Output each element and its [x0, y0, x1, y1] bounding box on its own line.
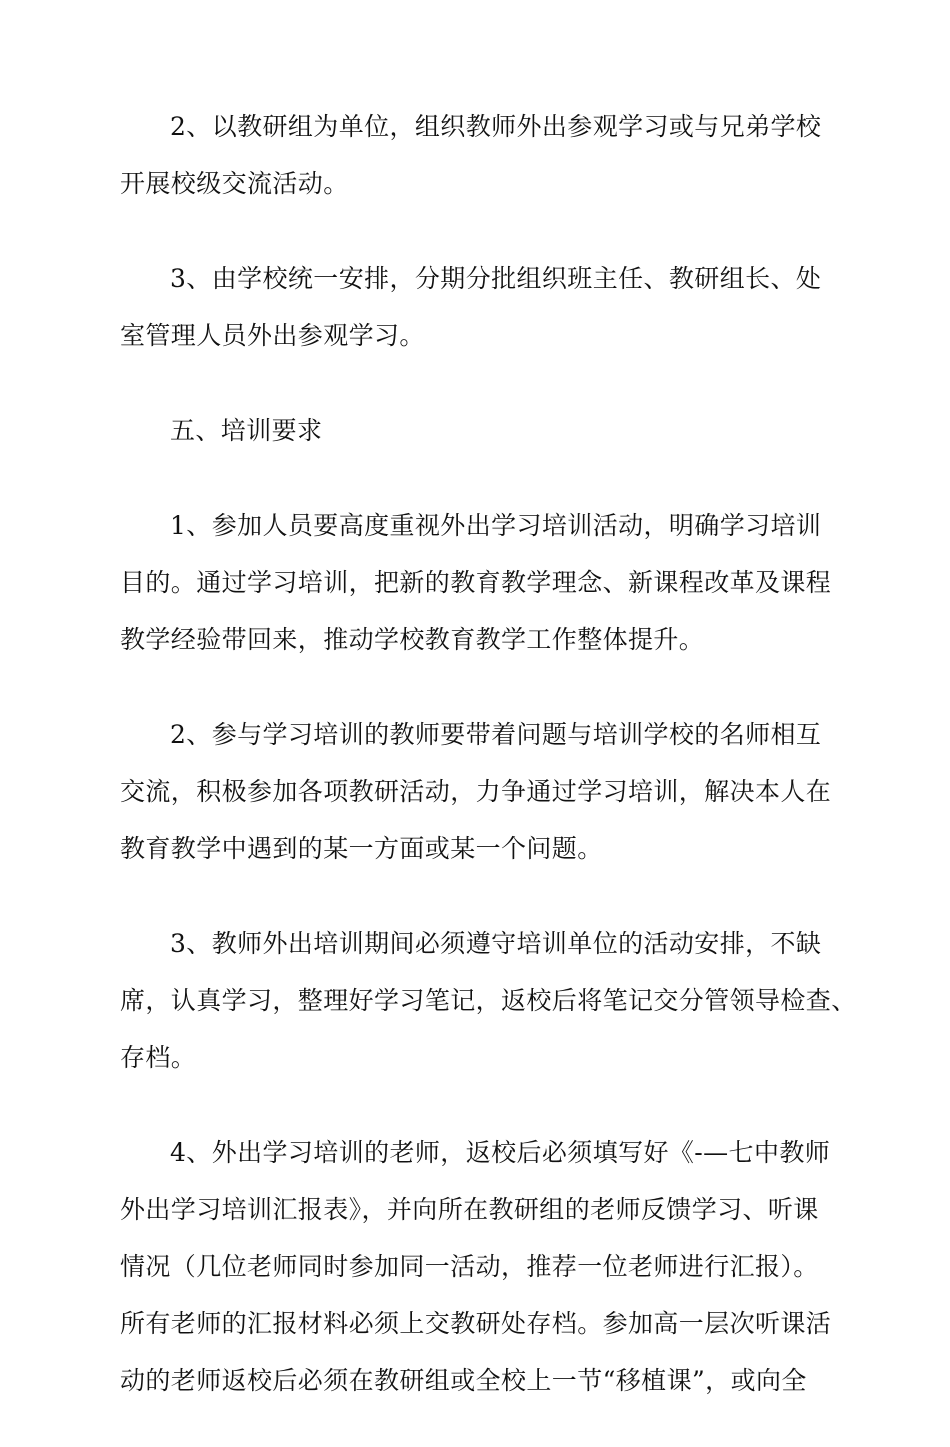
text-line: 室管理人员外出参观学习。 [120, 321, 425, 350]
text-line: 教育教学中遇到的某一方面或某一个问题。 [120, 834, 603, 863]
text-line: 2、以教研组为单位，组织教师外出参观学习或与兄弟学校 [170, 112, 822, 141]
text-line: 目的。通过学习培训，把新的教育教学理念、新课程改革及课程 [120, 568, 832, 597]
text-line: 情况（几位老师同时参加同一活动，推荐一位老师进行汇报）。 [120, 1252, 819, 1281]
text-line: 2、参与学习培训的教师要带着问题与培训学校的名师相互 [170, 720, 822, 749]
text-line: 教学经验带回来，推动学校教育教学工作整体提升。 [120, 625, 705, 654]
text-line: 3、由学校统一安排，分期分批组织班主任、教研组长、处 [170, 264, 822, 293]
paragraph-requirement-4 [120, 1124, 832, 1409]
text-line: 席，认真学习，整理好学习笔记，返校后将笔记交分管领导检查、 [120, 986, 857, 1015]
text-line: 交流，积极参加各项教研活动，力争通过学习培训，解决本人在 [120, 777, 832, 806]
text-line: 动的老师返校后必须在教研组或全校上一节“移植课”，或向全 [120, 1366, 807, 1395]
document-body [120, 98, 857, 1447]
text-line: 开展校级交流活动。 [120, 169, 349, 198]
paragraph-requirement-3 [120, 915, 857, 1086]
text-line: 1、参加人员要高度重视外出学习培训活动，明确学习培训 [170, 511, 822, 540]
text-line: 所有老师的汇报材料必须上交教研处存档。参加高一层次听课活 [120, 1309, 832, 1338]
text-line: 3、教师外出培训期间必须遵守培训单位的活动安排，不缺 [170, 929, 822, 958]
heading-text: 五、培训要求 [170, 416, 323, 445]
text-line: 外出学习培训汇报表》，并向所在教研组的老师反馈学习、听课 [120, 1195, 819, 1224]
paragraph-requirement-1 [120, 497, 832, 668]
text-line: 存档。 [120, 1043, 197, 1072]
section-heading-training-requirements [120, 402, 832, 459]
paragraph-requirement-2 [120, 706, 832, 877]
paragraph-item-3-school-arrangement [120, 250, 832, 364]
text-line: 4、外出学习培训的老师，返校后必须填写好《-—七中教师 [170, 1138, 831, 1167]
paragraph-item-2-teaching-group [120, 98, 832, 212]
